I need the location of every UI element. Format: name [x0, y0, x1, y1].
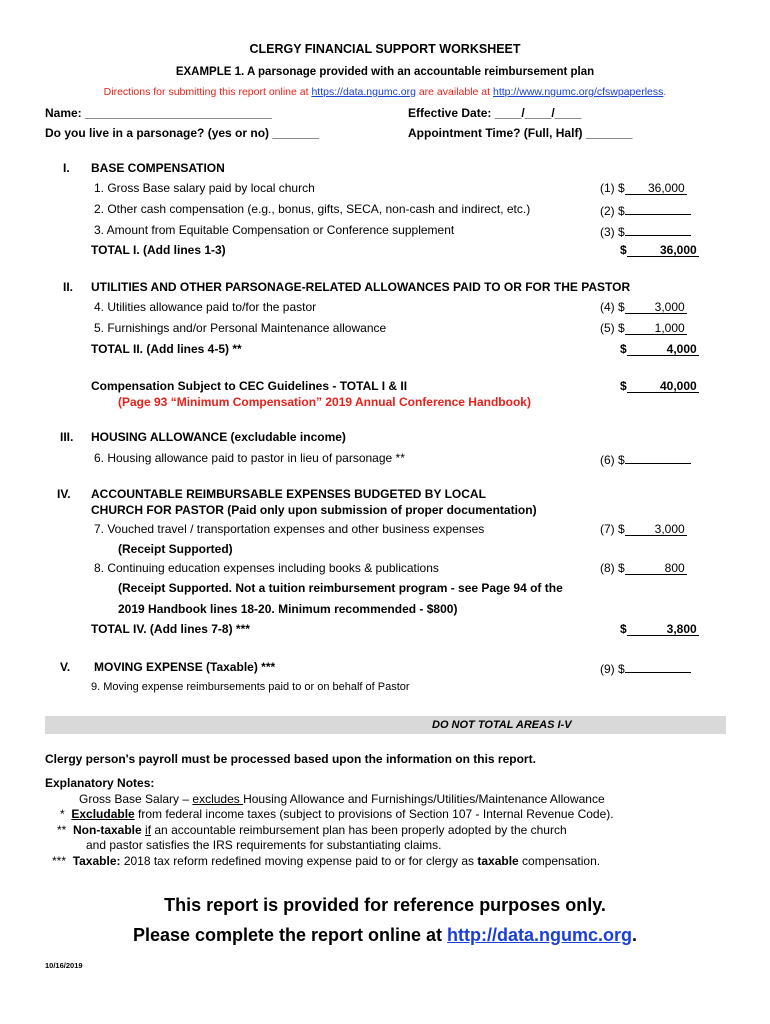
note-4-bold-2: taxable	[477, 854, 519, 868]
line-8-note-2: 2019 Handbook lines 18-20. Minimum recommended - $800)	[118, 602, 458, 616]
section-5-heading: MOVING EXPENSE (Taxable) ***	[94, 660, 276, 674]
total-1-label: TOTAL I. (Add lines 1-3)	[91, 243, 226, 257]
section-2-numeral: II.	[63, 280, 74, 294]
complete-online-text	[0, 925, 770, 946]
directions-text	[0, 86, 770, 98]
total-1-ref: $	[620, 243, 627, 257]
line-1-value: 36,000	[625, 182, 687, 195]
note-4-bold: Taxable:	[72, 854, 121, 868]
line-9-label: 9. Moving expense reimbursements paid to or on behalf of Pastor	[91, 681, 410, 693]
note-3-post: an accountable reimbursement plan has been properly adopted by the church	[151, 823, 567, 837]
paperless-link[interactable]: http://www.ngumc.org/cfswpaperless	[492, 86, 664, 98]
complete-end: .	[632, 925, 638, 945]
line-5-value: 1,000	[625, 322, 687, 335]
directions-end: .	[663, 86, 667, 98]
do-not-total-text: DO NOT TOTAL AREAS I-V	[432, 719, 572, 731]
note-3-bold: Non-taxable	[73, 823, 142, 837]
line-3-label: 3. Amount from Equitable Compensation or Conference supplement	[94, 223, 455, 237]
note-1-post: Housing Allowance and Furnishings/Utilities/Maintenance Allowance	[243, 792, 605, 806]
line-7-note: (Receipt Supported)	[118, 542, 233, 556]
complete-online-link[interactable]: http://data.ngumc.org	[447, 925, 633, 945]
line-5-ref: (5) $	[600, 321, 625, 335]
line-3-amount[interactable]	[600, 223, 691, 239]
line-1-amount[interactable]	[600, 181, 687, 195]
line-4-label: 4. Utilities allowance paid to/for the pastor	[94, 300, 317, 314]
line-8-amount[interactable]	[600, 561, 687, 575]
section-3-numeral: III.	[60, 430, 74, 444]
cec-value: 40,000	[627, 380, 699, 393]
line-6-label: 6. Housing allowance paid to pastor in lieu of parsonage **	[94, 451, 405, 465]
total-4-ref: $	[620, 622, 627, 636]
line-5-label: 5. Furnishings and/or Personal Maintenance allowance	[94, 321, 387, 335]
note-2-mark: *	[60, 807, 65, 821]
note-3-mark: **	[57, 823, 67, 837]
page-title: CLERGY FINANCIAL SUPPORT WORKSHEET	[249, 42, 521, 56]
notes-heading: Explanatory Notes:	[45, 776, 155, 790]
line-8-ref: (8) $	[600, 561, 625, 575]
cec-label: Compensation Subject to CEC Guidelines - TOTAL I & II	[91, 379, 408, 393]
line-2-amount[interactable]	[600, 202, 691, 218]
note-3-continued: and pastor satisfies the IRS requirements for substantiating claims.	[86, 838, 442, 852]
section-5-numeral: V.	[60, 660, 71, 674]
line-1-ref: (1) $	[600, 181, 625, 195]
line-5-amount[interactable]	[600, 321, 687, 335]
note-3-underlined: if	[145, 823, 152, 837]
line-9-amount[interactable]	[600, 660, 691, 676]
directions-mid: are available at	[415, 86, 493, 98]
note-1-underlined: excludes	[192, 792, 244, 806]
line-1-label: 1. Gross Base salary paid by local church	[94, 181, 315, 195]
line-7-ref: (7) $	[600, 522, 625, 536]
section-1-numeral: I.	[63, 161, 70, 175]
payroll-note: Clergy person's payroll must be processed based upon the information on this report.	[45, 752, 536, 766]
line-7-amount[interactable]	[600, 522, 687, 536]
line-9-blank[interactable]	[625, 660, 691, 673]
note-4-end: compensation.	[518, 854, 601, 868]
line-2-label: 2. Other cash compensation (e.g., bonus, gifts, SECA, non-cash and indirect, etc.)	[94, 202, 531, 216]
line-6-blank[interactable]	[625, 451, 691, 464]
total-2-label: TOTAL II. (Add lines 4-5) **	[91, 342, 242, 356]
total-4-value: 3,800	[627, 623, 699, 636]
section-4-numeral: IV.	[57, 487, 71, 501]
line-3-blank[interactable]	[625, 223, 691, 236]
line-4-value: 3,000	[625, 301, 687, 314]
note-4	[52, 854, 600, 868]
reference-only-text: This report is provided for reference purposes only.	[164, 895, 606, 915]
data-link[interactable]: https://data.ngumc.org	[311, 86, 416, 98]
note-1-pre: Gross Base Salary –	[79, 792, 193, 806]
total-2-value: 4,000	[627, 343, 699, 356]
line-8-label: 8. Continuing education expenses including books & publications	[94, 561, 439, 575]
line-7-value: 3,000	[625, 523, 687, 536]
line-7-label: 7. Vouched travel / transportation expenses and other business expenses	[94, 522, 485, 536]
note-3	[57, 823, 567, 837]
cec-ref: $	[620, 379, 627, 393]
total-2-amount	[620, 342, 699, 356]
note-4-mid: 2018 tax reform redefined moving expense paid to or for clergy as	[120, 854, 478, 868]
directions-prefix: Directions for submitting this report online at	[103, 86, 312, 98]
total-4-label: TOTAL IV. (Add lines 7-8) ***	[91, 622, 250, 636]
name-field[interactable]: Name: ____________________________	[45, 106, 272, 120]
total-1-value: 36,000	[627, 244, 699, 257]
section-3-heading: HOUSING ALLOWANCE (excludable income)	[91, 430, 346, 444]
section-4-heading-2: CHURCH FOR PASTOR (Paid only upon submission of proper documentation)	[91, 503, 537, 517]
effective-date-field[interactable]: Effective Date: ____/____/____	[408, 106, 582, 120]
section-4-heading-1: ACCOUNTABLE REIMBURSABLE EXPENSES BUDGETED BY LOCAL	[91, 487, 486, 501]
note-2-underlined: Excludable	[71, 807, 135, 821]
note-4-mark: ***	[52, 854, 67, 868]
note-2-post: from federal income taxes (subject to provisions of Section 107 - Internal Revenue Code).	[134, 807, 614, 821]
line-8-value: 800	[625, 562, 687, 575]
line-6-ref: (6) $	[600, 453, 625, 467]
line-3-ref: (3) $	[600, 225, 625, 239]
line-9-ref: (9) $	[600, 662, 625, 676]
parsonage-field[interactable]: Do you live in a parsonage? (yes or no) _______	[45, 126, 320, 140]
note-2	[60, 807, 614, 821]
line-8-note-1: (Receipt Supported. Not a tuition reimbursement program - see Page 94 of the	[118, 581, 563, 595]
do-not-total-bar	[45, 716, 726, 734]
total-4-amount	[620, 622, 699, 636]
cec-amount	[620, 379, 699, 393]
total-2-ref: $	[620, 342, 627, 356]
line-4-amount[interactable]	[600, 300, 687, 314]
line-2-blank[interactable]	[625, 202, 691, 215]
line-2-ref: (2) $	[600, 204, 625, 218]
total-1-amount	[620, 243, 699, 257]
line-6-amount[interactable]	[600, 451, 691, 467]
complete-prefix: Please complete the report online at	[132, 925, 448, 945]
appointment-time-field[interactable]: Appointment Time? (Full, Half) _______	[408, 126, 633, 140]
note-1	[79, 792, 605, 806]
cec-note: (Page 93 “Minimum Compensation” 2019 Annual Conference Handbook)	[118, 395, 531, 409]
section-1-heading: BASE COMPENSATION	[91, 161, 225, 175]
line-4-ref: (4) $	[600, 300, 625, 314]
page-subtitle: EXAMPLE 1. A parsonage provided with an accountable reimbursement plan	[175, 66, 595, 78]
revision-date: 10/16/2019	[45, 961, 83, 970]
section-2-heading: UTILITIES AND OTHER PARSONAGE-RELATED ALLOWANCES PAID TO OR FOR THE PASTOR	[91, 280, 631, 294]
